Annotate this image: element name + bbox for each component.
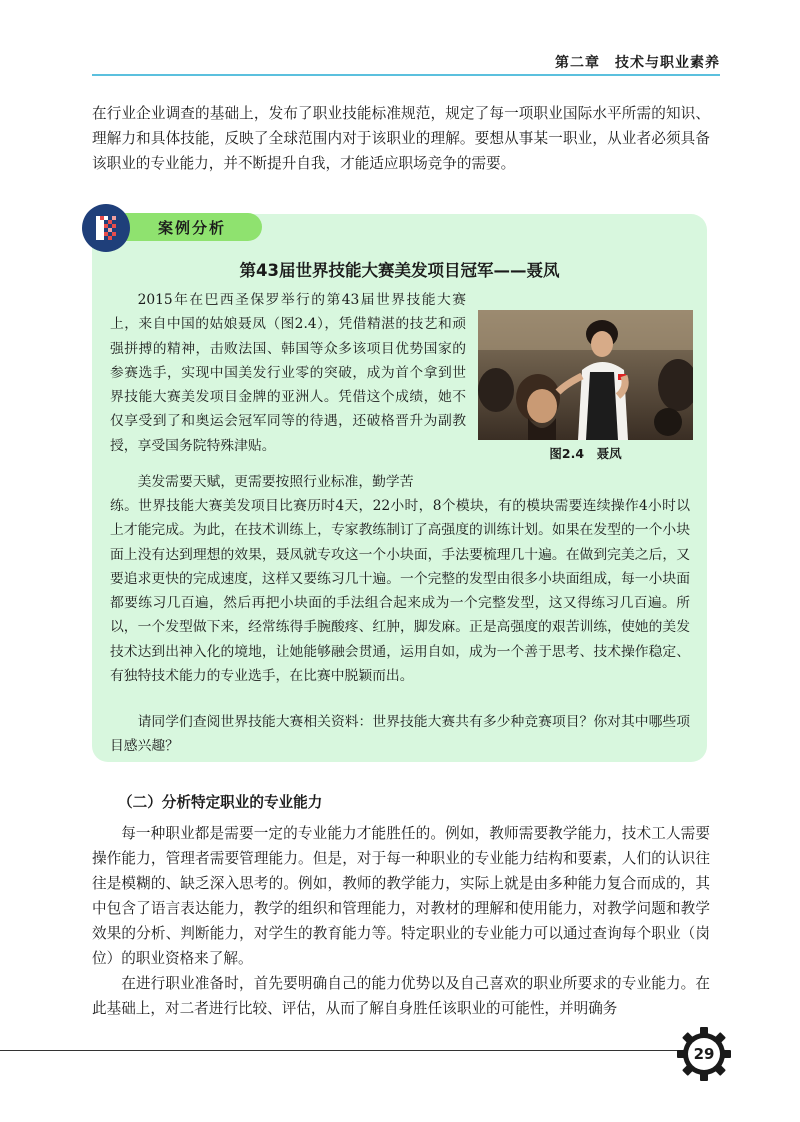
- intro-paragraph: 在行业企业调查的基础上，发布了职业技能标准规范，规定了每一项职业国际水平所需的知识、理解力和具体技能，反映了全球范围内对于该职业的理解。要想从事某一职业，从业者必须具备该职业的专业能力，并不断提升自我，才能适应职场竞争的需要。: [92, 105, 710, 172]
- case-question: 请同学们查阅世界技能大赛相关资料：世界技能大赛共有多少种竞赛项目？你对其中哪些项目感兴趣？: [110, 714, 690, 755]
- section-heading: （二）分析特定职业的专业能力: [118, 794, 323, 811]
- section-paragraph-1: 每一种职业都是需要一定的专业能力才能胜任的。例如，教师需要教学能力，技术工人需要操作能力，管理者需要管理能力。但是，对于每一种职业的专业能力结构和要素，人们的认识往往是模糊的、缺乏深入思考的。例如，教师的教学能力，实际上就是由多种能力复合而成的，其中包含了语言表达能力，教学的组织和管理能力，对教材的理解和使用能力，对教学问题和教学效果的分析、判断能力，对学生的教育能力等。特定职业的专业能力可以通过查询每个职业（岗位）的职业资格来了解。: [92, 825, 710, 967]
- case-paragraph-1: 2015年在巴西圣保罗举行的第43届世界技能大赛上，来自中国的姑娘聂凤（图2.4），凭借精湛的技艺和顽强拼搏的精神，击败法国、韩国等众多该项目优势国家的参赛选手，实现中国美发行业零的突破，成为首个拿到世界技能大赛美发项目金牌的亚洲人。凭借这个成绩，她不仅享受到了和奥运会冠军同等的待遇，还破格晋升为副教授，享受国务院特殊津贴。: [110, 292, 466, 454]
- page-number: 29: [693, 1045, 715, 1063]
- case-paragraph-2: 练。世界技能大赛美发项目比赛历时4天，22小时，8个模块，有的模块需要连续操作4小时以上才能完成。为此，在技术训练上，专家教练制订了高强度的训练计划。如果在发型的一个小块面上没有达到理想的效果，聂凤就专攻这一个小块面，手法要梳理几十遍。在做到完美之后，又要追求更快的完成速度，这样又要练习几十遍。一个完整的发型由很多小块面组成，每一小块面都要练习几百遍，然后再把小块面的手法组合起来成为一个完整发型，这又得练习几百遍。所以，一个发型做下来，经常练得手腕酸疼、红肿，脚发麻。正是高强度的艰苦训练，使她的美发技术达到出神入化的境地，让她能够融会贯通，运用自如，成为一个善于思考、技术操作稳定、有独特技术能力的专业选手，在比赛中脱颖而出。: [110, 498, 690, 685]
- case-study-title: 第43届世界技能大赛美发项目冠军——聂凤: [239, 261, 560, 280]
- pixel-figure-icon: [82, 204, 130, 252]
- competition-photo-illustration: [478, 310, 693, 440]
- case-study-label: 案例分析: [158, 219, 227, 237]
- case-study-icon: [82, 204, 130, 252]
- chapter-header: 第二章 技术与职业素养: [555, 55, 720, 71]
- case-paragraph-2-start: 美发需要天赋，更需要按照行业标准，勤学苦: [137, 474, 414, 490]
- hairdresser-photo: [478, 310, 693, 440]
- figure-caption: 图2.4 聂凤: [549, 446, 622, 461]
- section-paragraph-2: 在进行职业准备时，首先要明确自己的能力优势以及自己喜欢的职业所要求的专业能力。在此基础上，对二者进行比较、评估，从而了解自身胜任该职业的可能性，并明确务: [92, 975, 710, 1017]
- footer-divider: [0, 1050, 690, 1051]
- header-divider: [92, 74, 720, 76]
